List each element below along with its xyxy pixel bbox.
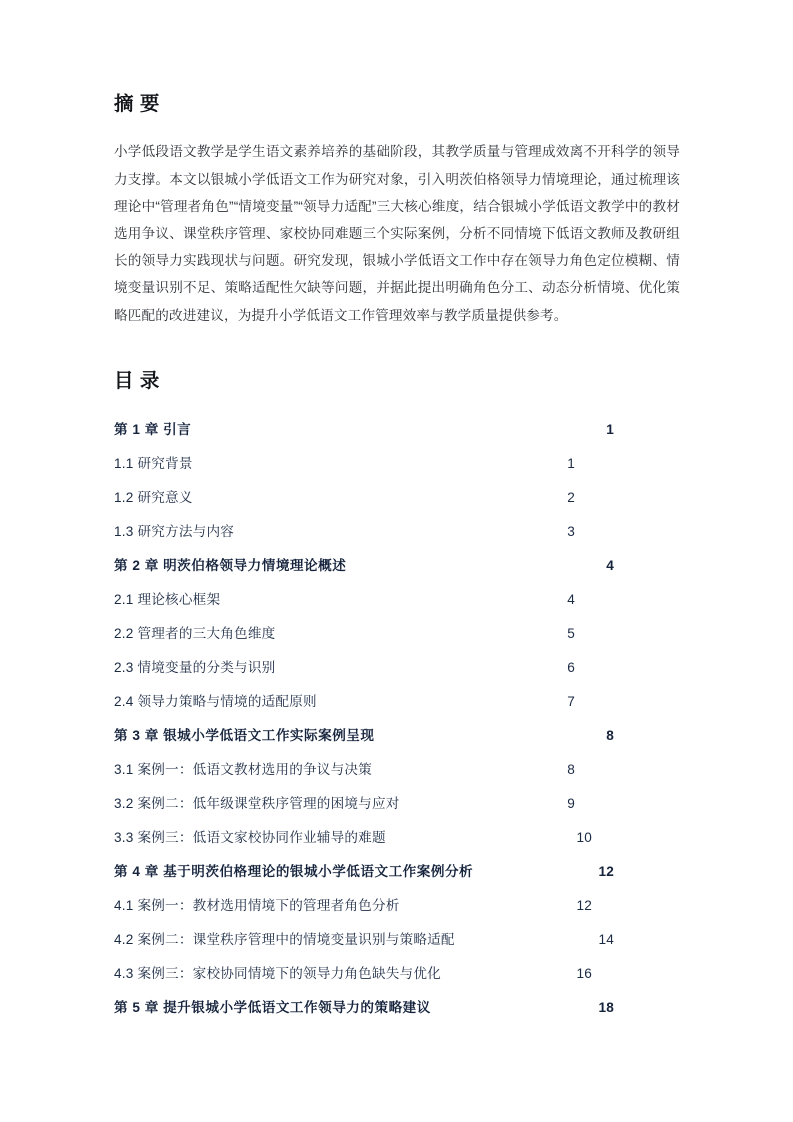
toc-leader-dots — [400, 795, 568, 809]
toc-entry-label: 2.3 情境变量的分类与识别 — [114, 660, 276, 676]
toc-entry-page-number: 7 — [567, 694, 575, 710]
toc-entry-label: 2.1 理论核心框架 — [114, 592, 221, 608]
abstract-heading: 摘 要 — [114, 93, 160, 115]
toc-entry-page-number: 1 — [567, 456, 575, 472]
toc-list — [114, 413, 680, 1025]
toc-entry-label: 1.3 研究方法与内容 — [114, 524, 235, 540]
toc-entry[interactable] — [114, 855, 614, 889]
toc-leader-dots — [275, 625, 567, 639]
toc-entry-page-number: 4 — [606, 558, 614, 574]
toc-entry[interactable] — [114, 515, 575, 549]
toc-entry-label: 4.2 案例二：课堂秩序管理中的情境变量识别与策略适配 — [114, 932, 455, 948]
abstract-paragraph: 小学低段语文教学是学生语文素养培养的基础阶段，其教学质量与管理成效离不开科学的领导力支撑。本文以银城小学低语文工作为研究对象，引入明茨伯格领导力情境理论，通过梳理该理论中“管理者角色”“情境变量”“领导力适配”三大核心维度，结合银城小学低语文教学中的教材选用争议、课堂秩序管理、家校协同难题三个实际案例，分析不同情境下低语文教师及教研组长的领导力实践现状与问题。研究发现，银城小学低语文工作中存在领导力角色定位模糊、情境变量识别不足、策略适配性欠缺等问题，并据此提出明确角色分工、动态分析情境、优化策略匹配的改进建议，为提升小学低语文工作管理效率与教学质量提供参考。 — [114, 144, 680, 323]
toc-entry-page-number: 9 — [567, 796, 575, 812]
toc-entry[interactable] — [114, 889, 592, 923]
toc-entry[interactable] — [114, 413, 614, 447]
toc-entry-page-number: 12 — [598, 864, 614, 880]
toc-entry-page-number: 1 — [606, 422, 614, 438]
toc-leader-dots — [455, 931, 599, 945]
abstract-section — [114, 92, 680, 329]
toc-entry[interactable] — [114, 583, 575, 617]
toc-leader-dots — [400, 897, 577, 911]
toc-entry-label: 3.1 案例一：低语文教材选用的争议与决策 — [114, 762, 372, 778]
toc-heading: 目 录 — [114, 369, 160, 392]
toc-entry[interactable] — [114, 719, 614, 753]
toc-entry-page-number: 14 — [598, 932, 614, 948]
toc-entry[interactable] — [114, 685, 575, 719]
toc-leader-dots — [480, 863, 598, 877]
toc-entry[interactable] — [114, 651, 575, 685]
toc-entry-label: 第 4 章 基于明茨伯格理论的银城小学低语文工作案例分析 — [114, 864, 474, 880]
toc-entry-label: 2.4 领导力策略与情境的适配原则 — [114, 694, 317, 710]
toc-entry-label: 3.2 案例二：低年级课堂秩序管理的困境与应对 — [114, 796, 400, 812]
toc-entry[interactable] — [114, 821, 592, 855]
toc-entry[interactable] — [114, 549, 614, 583]
toc-entry[interactable] — [114, 991, 614, 1025]
toc-leader-dots — [193, 489, 568, 503]
toc-entry[interactable] — [114, 447, 575, 481]
toc-leader-dots — [193, 455, 568, 469]
toc-leader-dots — [234, 523, 567, 537]
table-of-contents-section — [114, 369, 680, 1025]
toc-leader-dots — [275, 659, 567, 673]
toc-entry-label: 第 3 章 银城小学低语文工作实际案例呈现 — [114, 728, 375, 744]
toc-leader-dots — [220, 591, 567, 605]
toc-entry[interactable] — [114, 957, 592, 991]
toc-leader-dots — [438, 999, 599, 1013]
toc-entry[interactable] — [114, 787, 575, 821]
toc-entry-label: 2.2 管理者的三大角色维度 — [114, 626, 276, 642]
toc-leader-dots — [381, 727, 606, 741]
toc-entry-page-number: 12 — [576, 898, 592, 914]
toc-leader-dots — [317, 693, 567, 707]
toc-entry-label: 1.2 研究意义 — [114, 490, 193, 506]
toc-leader-dots — [372, 761, 567, 775]
toc-leader-dots — [441, 965, 577, 979]
toc-entry-page-number: 5 — [567, 626, 575, 642]
toc-leader-dots — [198, 421, 606, 435]
toc-entry[interactable] — [114, 753, 575, 787]
toc-entry-label: 4.1 案例一：教材选用情境下的管理者角色分析 — [114, 898, 400, 914]
toc-entry-page-number: 16 — [576, 966, 592, 982]
toc-entry-page-number: 18 — [598, 1000, 614, 1016]
toc-entry-label: 1.1 研究背景 — [114, 456, 193, 472]
toc-entry-page-number: 8 — [606, 728, 614, 744]
toc-entry-page-number: 2 — [567, 490, 575, 506]
toc-leader-dots — [386, 829, 577, 843]
toc-entry-page-number: 3 — [567, 524, 575, 540]
toc-entry-label: 4.3 案例三：家校协同情境下的领导力角色缺失与优化 — [114, 966, 441, 982]
toc-entry[interactable] — [114, 617, 575, 651]
toc-entry-label: 3.3 案例三：低语文家校协同作业辅导的难题 — [114, 830, 386, 846]
toc-entry-page-number: 6 — [567, 660, 575, 676]
toc-leader-dots — [353, 557, 606, 571]
toc-entry-page-number: 10 — [576, 830, 592, 846]
toc-entry[interactable] — [114, 481, 575, 515]
toc-entry-label: 第 5 章 提升银城小学低语文工作领导力的策略建议 — [114, 1000, 431, 1016]
page-content — [114, 92, 680, 1025]
toc-entry[interactable] — [114, 923, 614, 957]
toc-entry-label: 第 1 章 引言 — [114, 422, 192, 438]
toc-entry-page-number: 8 — [567, 762, 575, 778]
toc-entry-label: 第 2 章 明茨伯格领导力情境理论概述 — [114, 558, 347, 574]
toc-entry-page-number: 4 — [567, 592, 575, 608]
